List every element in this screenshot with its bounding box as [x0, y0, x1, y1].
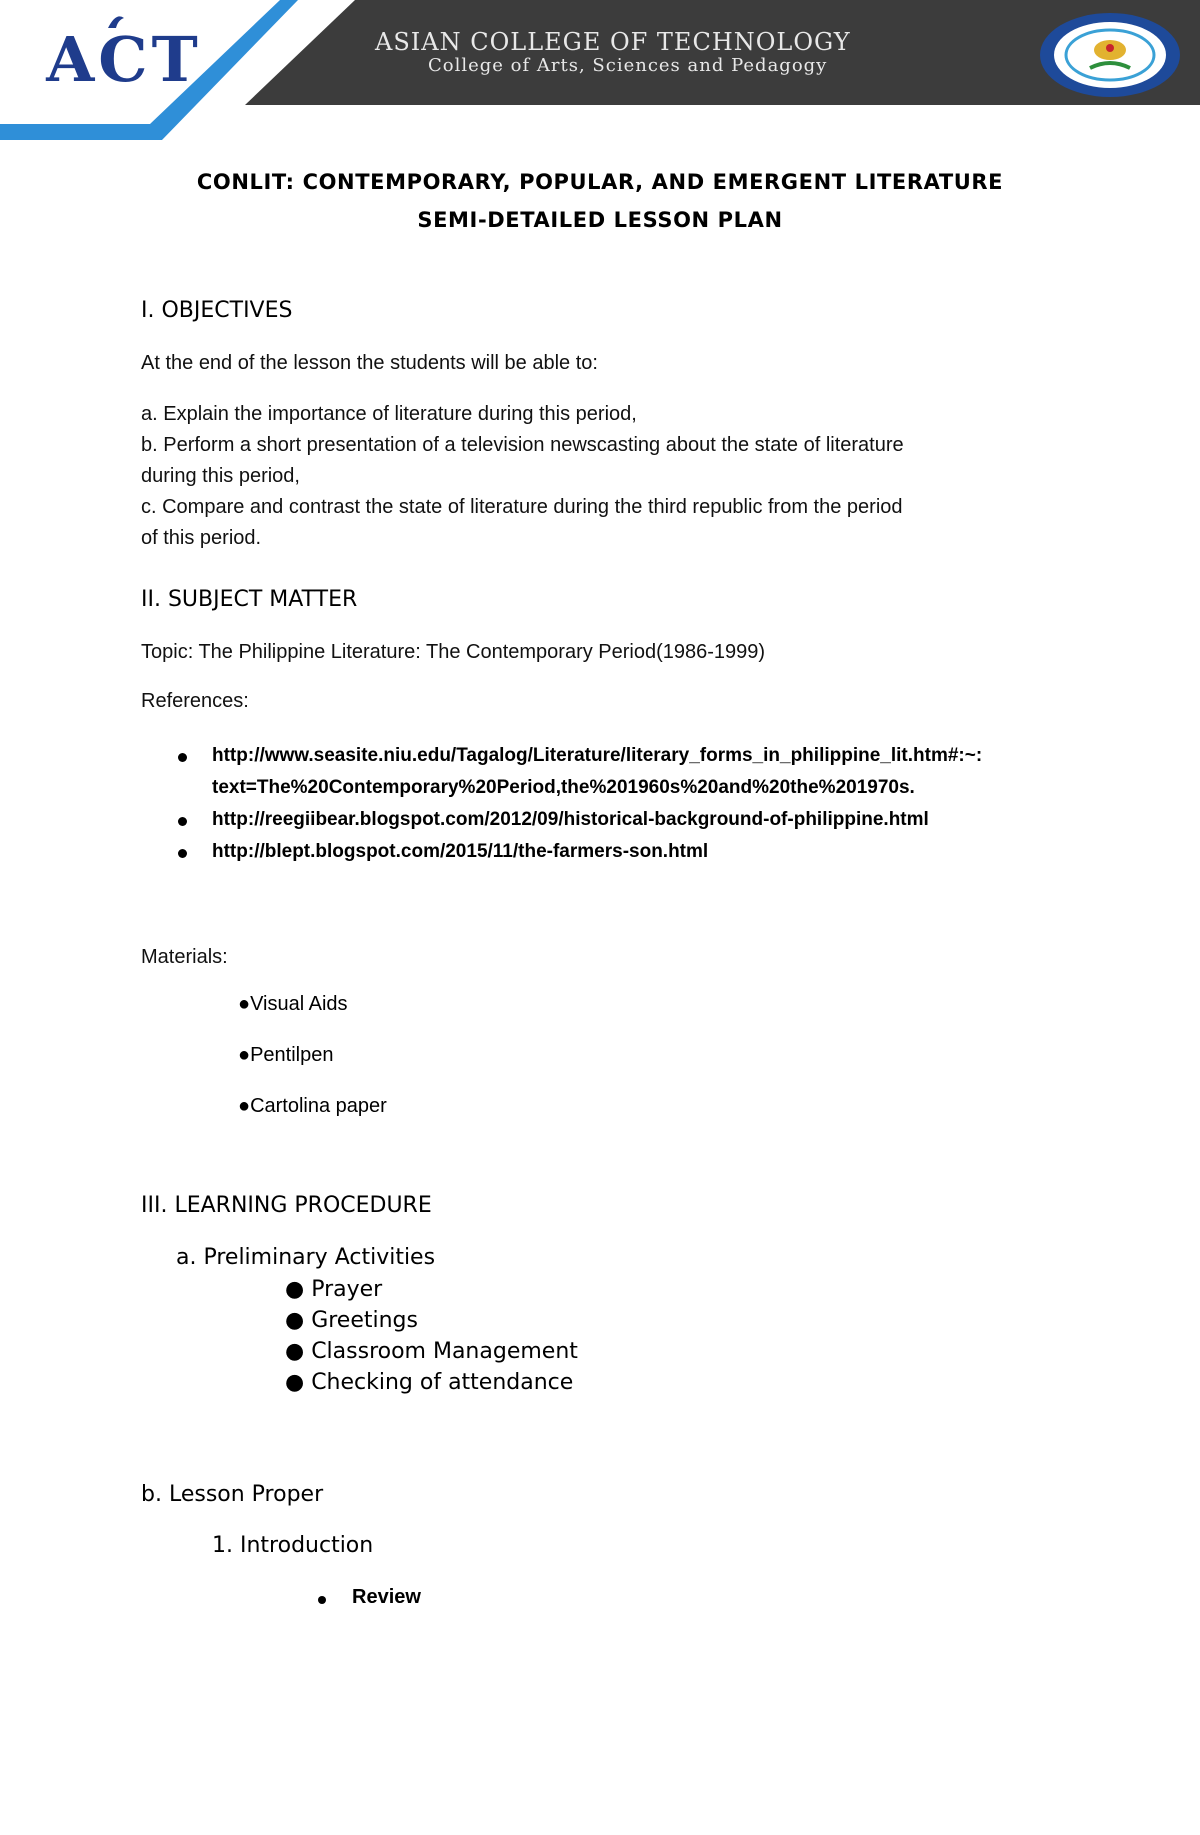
bullet-icon — [178, 817, 187, 826]
document-subtitle: SEMI-DETAILED LESSON PLAN — [417, 208, 783, 232]
preliminary-item: ● Greetings — [285, 1308, 418, 1333]
topic-text: Topic: The Philippine Literature: The Contemporary Period(1986-1999) — [141, 641, 766, 663]
college-seal-icon — [1035, 10, 1185, 100]
preliminary-activities-label: a. Preliminary Activities — [176, 1245, 436, 1270]
college-name: College of Arts, Sciences and Pedagogy — [428, 55, 828, 76]
reference-item[interactable] — [178, 740, 982, 804]
subject-matter-heading: II. SUBJECT MATTER — [141, 587, 358, 612]
introduction-label: 1. Introduction — [212, 1533, 374, 1558]
material-item: ●Visual Aids — [238, 993, 348, 1015]
lesson-proper-label: b. Lesson Proper — [141, 1482, 324, 1507]
school-name: ASIAN COLLEGE OF TECHNOLOGY — [375, 28, 851, 56]
reference-item[interactable] — [178, 836, 982, 868]
materials-label: Materials: — [141, 946, 228, 968]
reference-link-continued[interactable]: text=The%20Contemporary%20Period,the%201960s%20and%20the%201970s. — [212, 777, 915, 798]
references-label: References: — [141, 690, 249, 712]
reference-link[interactable]: http://reegiibear.blogspot.com/2012/09/historical-background-of-philippine.html — [212, 809, 929, 830]
learning-procedure-heading: III. LEARNING PROCEDURE — [141, 1193, 432, 1218]
bullet-icon — [178, 753, 187, 762]
objectives-intro: At the end of the lesson the students will be able to: — [141, 352, 598, 374]
document-title: CONLIT: CONTEMPORARY, POPULAR, AND EMERGENT LITERATURE — [196, 170, 1004, 194]
preliminary-item: ● Prayer — [285, 1277, 383, 1302]
objectives-heading: I. OBJECTIVES — [141, 298, 293, 323]
reference-item[interactable] — [178, 804, 982, 836]
material-item: ●Pentilpen — [238, 1044, 334, 1066]
material-item: ●Cartolina paper — [238, 1095, 387, 1117]
objective-line: a. Explain the importance of literature during this period, — [141, 403, 637, 425]
objective-line: b. Perform a short presentation of a television newscasting about the state of literature — [141, 434, 904, 456]
reference-link[interactable]: http://blept.blogspot.com/2015/11/the-farmers-son.html — [212, 841, 709, 862]
objective-line: of this period. — [141, 527, 262, 549]
objective-line: during this period, — [141, 465, 300, 487]
reference-link[interactable]: http://www.seasite.niu.edu/Tagalog/Literature/literary_forms_in_philippine_lit.htm#:~: — [212, 745, 983, 766]
preliminary-item: ● Checking of attendance — [285, 1370, 574, 1395]
preliminary-item: ● Classroom Management — [285, 1339, 578, 1364]
references-list — [178, 740, 982, 868]
bullet-icon — [178, 849, 187, 858]
objective-line: c. Compare and contrast the state of literature during the third republic from the period — [141, 496, 903, 518]
act-logo: ACT — [46, 23, 202, 96]
review-label: Review — [352, 1586, 421, 1608]
bullet-icon — [318, 1596, 326, 1604]
